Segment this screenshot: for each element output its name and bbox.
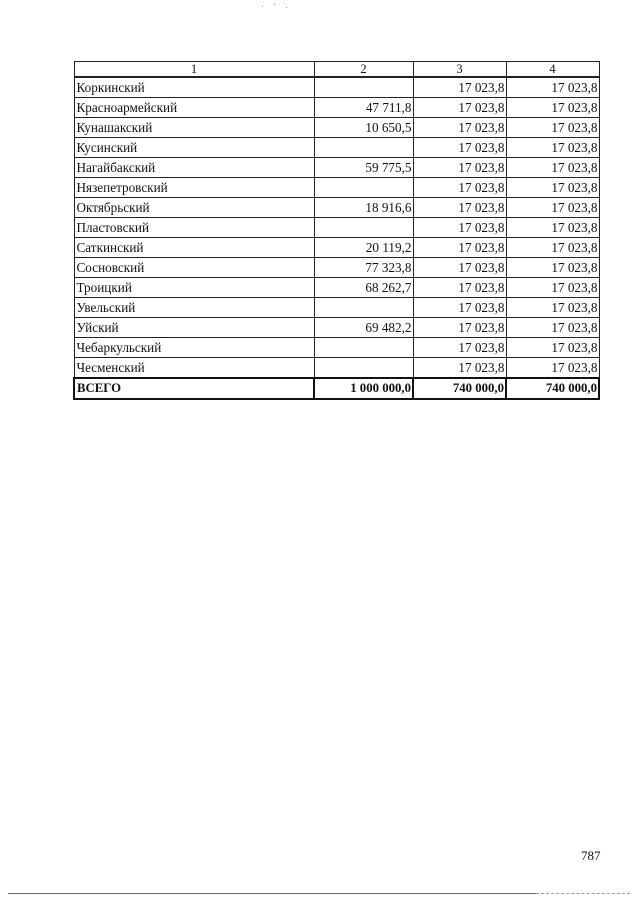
column-3-value-cell: 17 023,8 (413, 158, 506, 178)
column-4-value-cell: 17 023,8 (506, 118, 599, 138)
total-column-4-cell: 740 000,0 (506, 378, 599, 399)
column-4-value-cell: 17 023,8 (506, 358, 599, 379)
column-header-4: 4 (506, 62, 599, 78)
column-3-value-cell: 17 023,8 (413, 138, 506, 158)
table-row (74, 298, 599, 318)
column-2-value-cell (314, 178, 413, 198)
table-row (74, 118, 599, 138)
column-3-value-cell: 17 023,8 (413, 218, 506, 238)
column-number-row (74, 62, 599, 78)
district-name-cell: Красноармейский (74, 98, 314, 118)
district-name-cell: Кусинский (74, 138, 314, 158)
budget-table (73, 61, 600, 400)
column-2-value-cell (314, 77, 413, 98)
bottom-rule (8, 893, 536, 894)
table-row (74, 158, 599, 178)
scan-artifact-dots (262, 4, 302, 10)
column-2-value-cell: 59 775,5 (314, 158, 413, 178)
column-3-value-cell: 17 023,8 (413, 258, 506, 278)
table-row (74, 138, 599, 158)
district-name-cell: Коркинский (74, 77, 314, 98)
total-column-2-cell: 1 000 000,0 (314, 378, 413, 399)
district-name-cell: Кунашакский (74, 118, 314, 138)
table-row (74, 358, 599, 379)
column-4-value-cell: 17 023,8 (506, 198, 599, 218)
table-row (74, 218, 599, 238)
column-2-value-cell: 10 650,5 (314, 118, 413, 138)
column-3-value-cell: 17 023,8 (413, 77, 506, 98)
column-3-value-cell: 17 023,8 (413, 178, 506, 198)
column-3-value-cell: 17 023,8 (413, 318, 506, 338)
district-name-cell: Увельский (74, 298, 314, 318)
column-2-value-cell (314, 138, 413, 158)
column-2-value-cell: 18 916,6 (314, 198, 413, 218)
column-2-value-cell (314, 358, 413, 379)
column-4-value-cell: 17 023,8 (506, 178, 599, 198)
column-2-value-cell (314, 298, 413, 318)
district-name-cell: Нагайбакский (74, 158, 314, 178)
table-row (74, 258, 599, 278)
column-2-value-cell (314, 218, 413, 238)
column-4-value-cell: 17 023,8 (506, 258, 599, 278)
bottom-rule-dashed (536, 893, 630, 894)
column-2-value-cell: 20 119,2 (314, 238, 413, 258)
column-3-value-cell: 17 023,8 (413, 118, 506, 138)
column-4-value-cell: 17 023,8 (506, 298, 599, 318)
column-4-value-cell: 17 023,8 (506, 77, 599, 98)
column-4-value-cell: 17 023,8 (506, 238, 599, 258)
column-3-value-cell: 17 023,8 (413, 238, 506, 258)
column-3-value-cell: 17 023,8 (413, 198, 506, 218)
table-row (74, 98, 599, 118)
table-body (74, 62, 599, 400)
page-number: 787 (581, 848, 601, 863)
column-2-value-cell: 77 323,8 (314, 258, 413, 278)
column-4-value-cell: 17 023,8 (506, 218, 599, 238)
table-row (74, 338, 599, 358)
district-name-cell: Уйский (74, 318, 314, 338)
column-4-value-cell: 17 023,8 (506, 138, 599, 158)
column-2-value-cell: 68 262,7 (314, 278, 413, 298)
district-name-cell: Чебаркульский (74, 338, 314, 358)
district-name-cell: Октябрьский (74, 198, 314, 218)
column-header-1: 1 (74, 62, 314, 78)
table-row (74, 238, 599, 258)
column-3-value-cell: 17 023,8 (413, 358, 506, 379)
table-row (74, 77, 599, 98)
column-header-2: 2 (314, 62, 413, 78)
district-name-cell: Чесменский (74, 358, 314, 379)
district-name-cell: Саткинский (74, 238, 314, 258)
total-row (74, 378, 599, 399)
district-name-cell: Троицкий (74, 278, 314, 298)
district-name-cell: Пластовский (74, 218, 314, 238)
column-2-value-cell (314, 338, 413, 358)
total-column-3-cell: 740 000,0 (413, 378, 506, 399)
total-label-cell: ВСЕГО (74, 378, 314, 399)
column-3-value-cell: 17 023,8 (413, 278, 506, 298)
table-row (74, 178, 599, 198)
table-row (74, 318, 599, 338)
district-name-cell: Нязепетровский (74, 178, 314, 198)
column-4-value-cell: 17 023,8 (506, 318, 599, 338)
column-4-value-cell: 17 023,8 (506, 338, 599, 358)
column-4-value-cell: 17 023,8 (506, 158, 599, 178)
column-3-value-cell: 17 023,8 (413, 298, 506, 318)
column-header-3: 3 (413, 62, 506, 78)
column-3-value-cell: 17 023,8 (413, 98, 506, 118)
table-row (74, 278, 599, 298)
column-4-value-cell: 17 023,8 (506, 98, 599, 118)
table-row (74, 198, 599, 218)
column-4-value-cell: 17 023,8 (506, 278, 599, 298)
column-3-value-cell: 17 023,8 (413, 338, 506, 358)
column-2-value-cell: 69 482,2 (314, 318, 413, 338)
column-2-value-cell: 47 711,8 (314, 98, 413, 118)
district-name-cell: Сосновский (74, 258, 314, 278)
